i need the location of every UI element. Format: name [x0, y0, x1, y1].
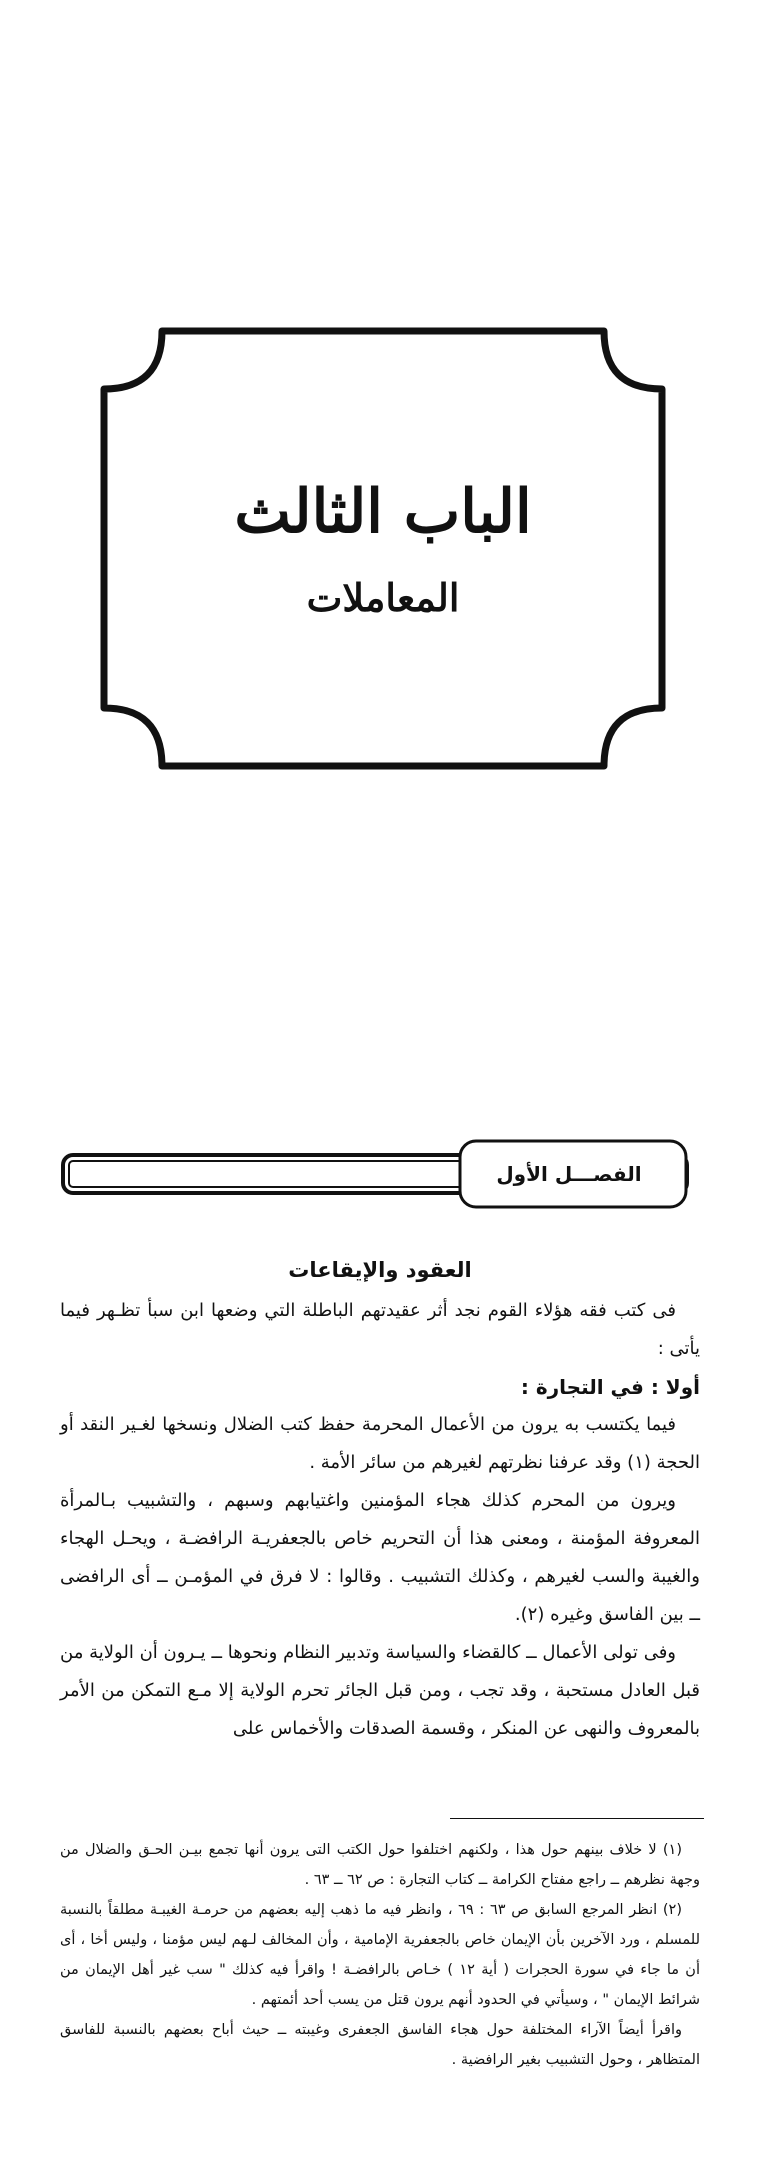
chapter-label: الفصـــل الأول — [496, 1162, 642, 1186]
part-subtitle: المعاملات — [306, 575, 460, 620]
part-title: الباب الثالث — [234, 477, 532, 547]
footnote-separator — [450, 1818, 704, 1819]
paragraph-1: فيما يكتسب به يرون من الأعمال المحرمة حفظ كتب الضلال ونسخها لغـير النقد أو الحجة (١) وقد عرفنا نظرتهم لغيرهم من سائر الأمة . — [60, 1414, 700, 1473]
paragraph-2: ويرون من المحرم كذلك هجاء المؤمنين واغتيابهم وسبهم ، والتشبيب بـالمرأة المعروفة المؤمنة ، ومعنى هذا أن التحريم خاص بالجعفريـة الرافضـة ، ويحـل الهجاء والغيبة والسب لغيرهم ، وكذلك التشبيب . وقالوا : لا فرق في المؤمـن ــ أى الرافضى ــ بين الفاسق وغيره (٢). — [60, 1490, 700, 1625]
footnote-2: (٢) انظر المرجع السابق ص ٦٣ : ٦٩ ، وانظر فيه ما ذهب إليه بعضهم من حرمـة الغيبـة مطلقاً بالنسبة للمسلم ، ورد الآخرين بأن الإيمان خاص بالجعفرية الإمامية ، وأن المخالف لـهم ليس مؤمنا ، وليس أخا ، أى أن ما جاء في سورة الحجرات ( أية ١٢ ) خـاص بالرافضـة ! واقرأ فيه كذلك " سب غير أهل الإيمان من شرائط الإيمان " ، وسيأتي في الحدود أنهم يرون قتل من يسب أحد أئمتهم . — [60, 1902, 700, 2008]
footnotes — [60, 1835, 700, 2075]
main-text — [60, 1252, 700, 1748]
footnote-2-continued: واقرأ أيضاً الآراء المختلفة حول هجاء الفاسق الجعفرى وغيبته ــ حيث أباح بعضهم بالنسبة للفاسق المتظاهر ، وحول التشبيب بغير الرافضية . — [60, 2022, 700, 2068]
ornamental-frame — [100, 327, 666, 770]
chapter-header-bar — [60, 1138, 690, 1210]
intro-paragraph: فى كتب فقه هؤلاء القوم نجد أثر عقيدتهم الباطلة التي وضعها ابن سبأ تظـهر فيما يأتى : — [60, 1300, 700, 1359]
part-title-frame — [100, 327, 666, 770]
subheading-trade: أولا : في التجارة : — [520, 1375, 700, 1399]
footnote-1: (١) لا خلاف بينهم حول هذا ، ولكنهم اختلفوا حول الكتب التى يرون أنها تجمع بيـن الحـق والضلال من وجهة نظرهم ــ راجع مفتاح الكرامة ــ كتاب التجارة : ص ٦٢ ــ ٦٣ . — [60, 1842, 700, 1888]
section-heading: العقود والإيقاعات — [288, 1258, 472, 1282]
paragraph-3: وفى تولى الأعمال ــ كالقضاء والسياسة وتدبير النظام ونحوها ــ يـرون أن الولاية من قبل العادل مستحبة ، وقد تجب ، ومن قبل الجائر تحرم الولاية إلا مـع التمكن من الأمر بالمعروف والنهى عن المنكر ، وقسمة الصدقات والأخماس على — [60, 1642, 700, 1739]
